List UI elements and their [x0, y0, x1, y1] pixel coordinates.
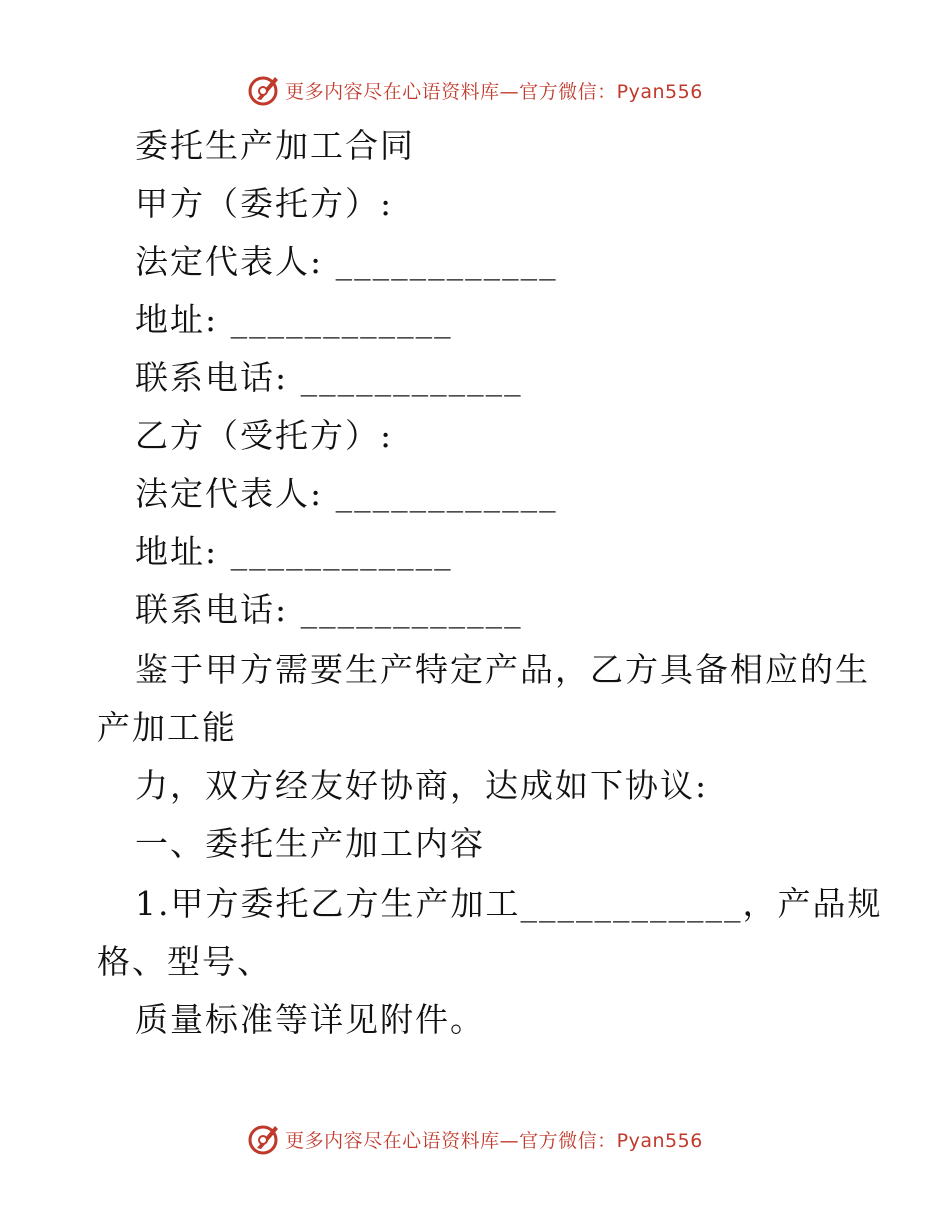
clause-1-line-3: 质量标准等详见附件。 — [135, 1000, 485, 1039]
party-a-heading: 甲方（委托方）: — [135, 184, 394, 223]
preamble-line-3: 力，双方经友好协商，达成如下协议: — [135, 766, 709, 805]
header-watermark-banner — [0, 70, 950, 110]
watermark-text: 更多内容尽在心语资料库—官方微信：Pyan556 — [285, 80, 703, 103]
footer-watermark-banner — [0, 1119, 950, 1159]
party-b-representative: 法定代表人: ____________ — [135, 474, 558, 513]
party-b-phone: 联系电话: ____________ — [135, 590, 523, 629]
party-a-phone: 联系电话: ____________ — [135, 358, 523, 397]
quill-logo-icon — [247, 1122, 281, 1156]
contract-title: 委托生产加工合同 — [135, 126, 415, 165]
section-1-heading: 一、委托生产加工内容 — [135, 824, 485, 863]
quill-logo-icon — [247, 73, 281, 107]
party-b-address: 地址: ____________ — [135, 532, 453, 571]
clause-1-line-1: 1.甲方委托乙方生产加工____________，产品规 — [135, 884, 883, 923]
preamble-line-2: 产加工能 — [97, 708, 237, 747]
party-a-address: 地址: ____________ — [135, 300, 453, 339]
clause-1-line-2: 格、型号、 — [97, 942, 272, 981]
preamble-line-1: 鉴于甲方需要生产特定产品，乙方具备相应的生 — [135, 650, 870, 689]
watermark-text: 更多内容尽在心语资料库—官方微信：Pyan556 — [285, 1129, 703, 1152]
party-a-representative: 法定代表人: ____________ — [135, 242, 558, 281]
party-b-heading: 乙方（受托方）: — [135, 416, 394, 455]
